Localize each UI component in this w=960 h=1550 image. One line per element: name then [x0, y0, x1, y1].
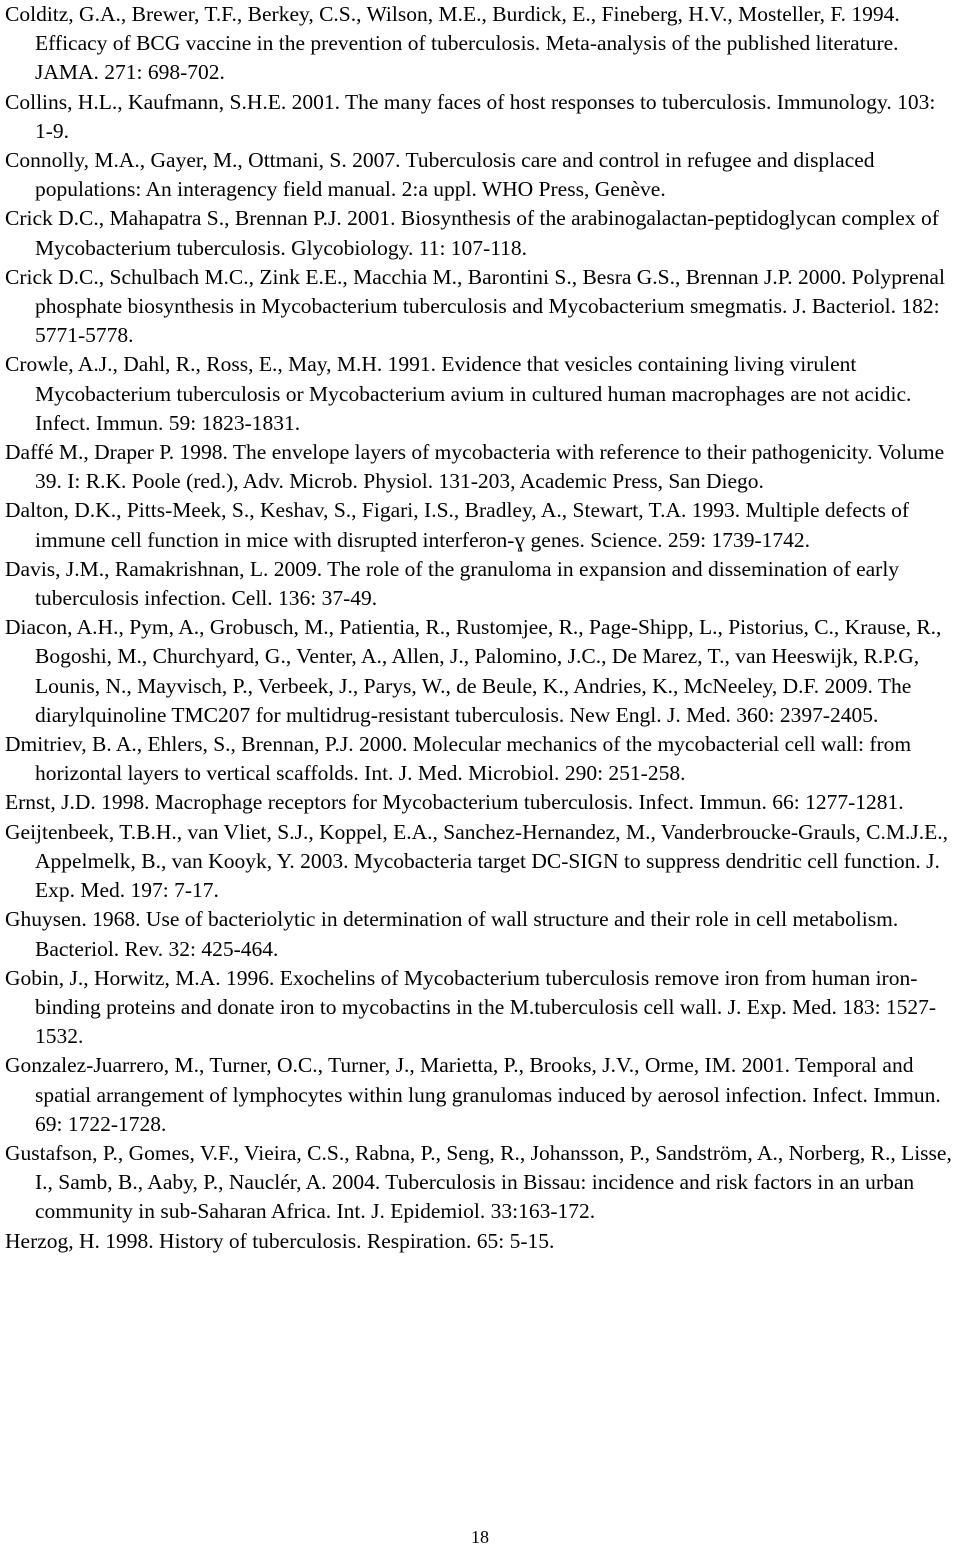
- reference-volume: 33: [490, 1199, 513, 1224]
- reference-entry: [5, 730, 955, 788]
- reference-entry: [5, 613, 955, 730]
- reference-volume: 290: [564, 761, 598, 786]
- reference-pages: : 2397-2405.: [768, 702, 879, 727]
- reference-volume: 69: [35, 1111, 57, 1136]
- reference-entry: [5, 438, 955, 496]
- reference-volume: 136: [278, 586, 311, 611]
- reference-pages: : 7-17.: [162, 878, 219, 903]
- reference-pages: : 107-118.: [439, 235, 528, 260]
- reference-text: Gobin, J., Horwitz, M.A. 1996. Exochelins of Mycobacterium tuberculosis remove iron from human iron-binding proteins and donate iron to mycobactins in the M.tuberculosis cell wall. J. Exp. Med.: [5, 965, 918, 1019]
- reference-entry: [5, 350, 955, 438]
- reference-text: Ernst, J.D. 1998. Macrophage receptors for Mycobacterium tuberculosis. Infect. Immun.: [5, 790, 773, 815]
- reference-volume: 271: [104, 60, 137, 85]
- reference-pages: : 1722-1728.: [56, 1111, 167, 1136]
- reference-pages: : 425-464.: [190, 936, 279, 961]
- reference-text: Diacon, A.H., Pym, A., Grobusch, M., Patientia, R., Rustomjee, R., Page-Shipp, L., Pistorius, C., Krause, R., Bogoshi, M., Churchyard, G., Venter, A., Allen, J., Palomino, J.C., De Marez, T., van Heeswijk, R.P.G, Lounis, N., Mayvisch, P., Verbeek, J., Parys, W., de Beule, K., Andries, K., McNeeley, D.F. 2009. The diarylquinoline TMC207 for multidrug-resistant tuberculosis. New Engl. J. Med.: [5, 615, 942, 727]
- reference-pages: : 5771-5778.: [35, 294, 940, 348]
- reference-entry: [5, 204, 955, 262]
- reference-entry: [5, 555, 955, 613]
- reference-entry: [5, 146, 955, 204]
- reference-text: Crowle, A.J., Dahl, R., Ross, E., May, M.H. 1991. Evidence that vesicles containing living virulent Mycobacterium tuberculosis or Mycobacterium avium in cultured human macrophages are not acidic. Infect. Immun.: [5, 352, 912, 435]
- reference-pages: : 1739-1742.: [700, 527, 811, 552]
- reference-volume: 65: [476, 1228, 499, 1253]
- reference-text: Dmitriev, B. A., Ehlers, S., Brennan, P.J. 2000. Molecular mechanics of the mycobacterial cell wall: from horizontal layers to vertical scaffolds. Int. J. Med. Microbiol.: [5, 732, 912, 786]
- reference-pages: : 37-49.: [310, 586, 378, 611]
- page-number: 18: [471, 1527, 489, 1547]
- reference-pages: : 251-258.: [597, 761, 686, 786]
- reference-entry: [5, 905, 955, 963]
- reference-text: Colditz, G.A., Brewer, T.F., Berkey, C.S., Wilson, M.E., Burdick, E., Fineberg, H.V., Mosteller, F. 1994. Efficacy of BCG vaccine in the prevention of tuberculosis. Meta-analysis of the published literature. JAMA.: [5, 2, 900, 85]
- reference-text: Ghuysen. 1968. Use of bacteriolytic in determination of wall structure and their role in cell metabolism. Bacteriol. Rev.: [5, 907, 899, 961]
- reference-entry: [5, 496, 955, 554]
- reference-pages: : 1527-1532.: [35, 994, 937, 1049]
- reference-pages: :163-172.: [512, 1199, 596, 1224]
- reference-volume: 11: [418, 235, 440, 260]
- reference-list: [5, 0, 955, 1256]
- reference-entry: [5, 1051, 955, 1139]
- reference-text: Crick D.C., Schulbach M.C., Zink E.E., Macchia M., Barontini S., Besra G.S., Brennan J.P. 2000. Polyprenal phosphate biosynthesis in Mycobacterium tuberculosis and Mycobacterium smegmatis. J. Bacteriol.: [5, 264, 945, 319]
- reference-entry: [5, 1139, 955, 1227]
- reference-volume: 182: [901, 294, 934, 319]
- reference-text: Connolly, M.A., Gayer, M., Ottmani, S. 2007. Tuberculosis care and control in refugee and displaced populations: An interagency field manual. 2:a uppl. WHO Press, Genève.: [5, 148, 875, 202]
- reference-text: Dalton, D.K., Pitts-Meek, S., Keshav, S., Figari, I.S., Bradley, A., Stewart, T.A. 1993. Multiple defects of immune cell function in mice with disrupted interferon-ɣ genes. Science.: [5, 498, 910, 552]
- reference-text: Geijtenbeek, T.B.H., van Vliet, S.J., Koppel, E.A., Sanchez-Hernandez, M., Vanderbroucke-Grauls, C.M.J.E., Appelmelk, B., van Kooyk, Y. 2003. Mycobacteria target DC-SIGN to suppress dendritic cell function. J. Exp. Med.: [5, 819, 948, 903]
- reference-pages: : 1277-1281.: [793, 790, 904, 815]
- reference-entry: [5, 788, 955, 817]
- reference-volume: 66: [772, 790, 794, 815]
- reference-entry: [5, 0, 955, 88]
- reference-pages: : 1823-1831.: [190, 410, 301, 435]
- reference-text: Crick D.C., Mahapatra S., Brennan P.J. 2001. Biosynthesis of the arabinogalactan-peptidoglycan complex of Mycobacterium tuberculosis. Glycobiology.: [5, 206, 939, 260]
- reference-text: Davis, J.M., Ramakrishnan, L. 2009. The role of the granuloma in expansion and dissemination of early tuberculosis infection. Cell.: [5, 556, 900, 611]
- reference-text: Collins, H.L., Kaufmann, S.H.E. 2001. The many faces of host responses to tuberculosis. Immunology.: [5, 89, 898, 114]
- reference-text: Gustafson, P., Gomes, V.F., Vieira, C.S., Rabna, P., Seng, R., Johansson, P., Sandström, A., Norberg, R., Lisse, I., Samb, B., Aaby, P., Nauclér, A. 2004. Tuberculosis in Bissau: incidence and risk factors in an urban community in sub-Saharan Africa. Int. J. Epidemiol.: [5, 1140, 952, 1224]
- reference-volume: 183: [842, 994, 875, 1019]
- reference-pages: : 698-702.: [136, 60, 225, 85]
- reference-entry: [5, 818, 955, 906]
- reference-pages: : 5-15.: [498, 1228, 555, 1253]
- reference-text: Gonzalez-Juarrero, M., Turner, O.C., Turner, J., Marietta, P., Brooks, J.V., Orme, IM. 2001. Temporal and spatial arrangement of lymphocytes within lung granulomas induced by aerosol infection. Infect. Immun.: [5, 1053, 941, 1107]
- reference-entry: [5, 964, 955, 1052]
- reference-volume: 103: [897, 89, 930, 114]
- reference-entry: [5, 88, 955, 146]
- reference-text: Daffé M., Draper P. 1998. The envelope layers of mycobacteria with reference to their pathogenicity. Volume 39. I: R.K. Poole (red.), Adv. Microb. Physiol. 131-203, Academic Press, San Diego.: [5, 440, 945, 494]
- reference-volume: 59: [168, 410, 191, 435]
- reference-pages: : 1-9.: [35, 89, 936, 143]
- reference-entry: [5, 263, 955, 351]
- reference-volume: 360: [736, 702, 769, 727]
- reference-text: Herzog, H. 1998. History of tuberculosis. Respiration.: [5, 1228, 477, 1253]
- reference-volume: 32: [168, 936, 191, 961]
- reference-volume: 259: [667, 527, 701, 552]
- reference-entry: [5, 1227, 955, 1256]
- reference-volume: 197: [130, 878, 163, 903]
